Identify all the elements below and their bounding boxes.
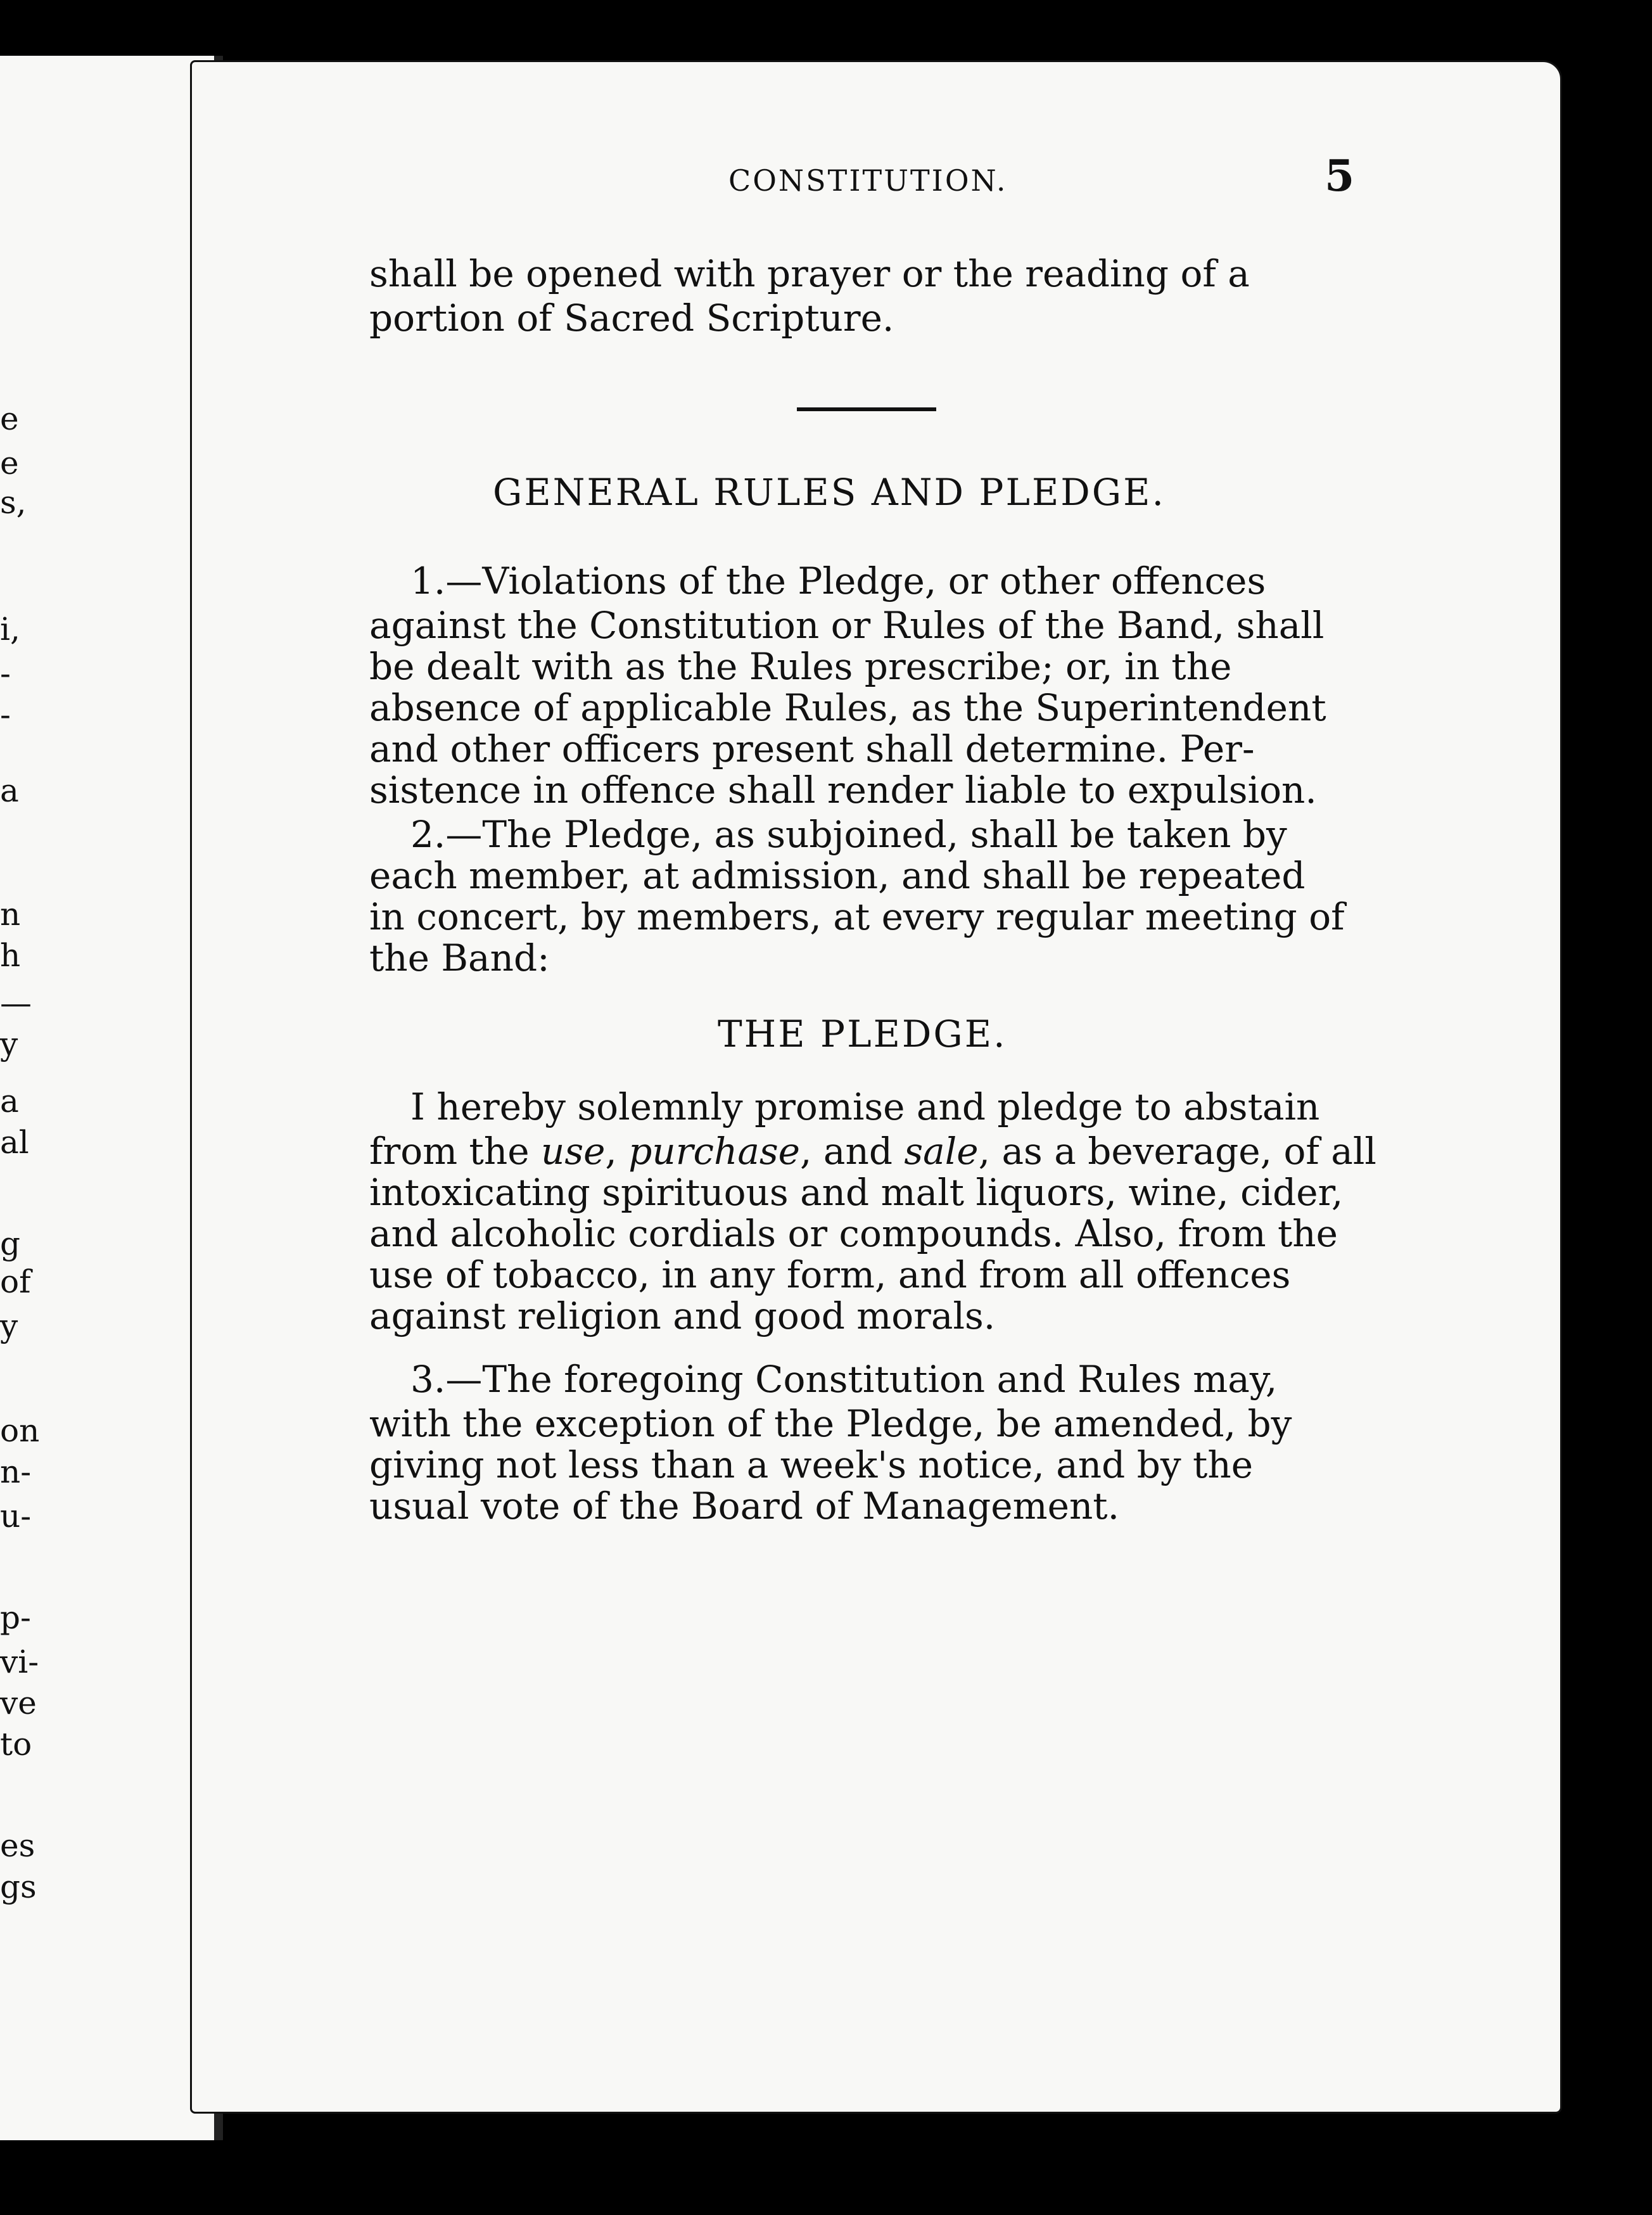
pledge-line: against religion and good morals. bbox=[369, 1294, 996, 1337]
left-fragment: to bbox=[0, 1726, 32, 1763]
rule-2-line: 2.—The Pledge, as subjoined, shall be taken by bbox=[410, 813, 1287, 856]
intro-line: shall be opened with prayer or the reading of a bbox=[369, 252, 1250, 295]
rule-1-line: and other officers present shall determine. Per- bbox=[369, 727, 1255, 770]
left-fragment: u- bbox=[0, 1498, 32, 1535]
book-page bbox=[190, 60, 1562, 2114]
left-fragment: es bbox=[0, 1827, 35, 1864]
left-fragment: vi- bbox=[0, 1644, 39, 1680]
rule-3-line: with the exception of the Pledge, be amended, by bbox=[369, 1402, 1292, 1445]
left-fragment: e bbox=[0, 445, 19, 482]
left-fragment: al bbox=[0, 1124, 29, 1161]
left-fragment: i, bbox=[0, 611, 20, 648]
pledge-italic-use: use bbox=[540, 1130, 606, 1173]
rule-2-line: the Band: bbox=[369, 936, 550, 980]
left-fragment: y bbox=[0, 1308, 18, 1344]
rule-2-line: in concert, by members, at every regular meeting of bbox=[369, 895, 1345, 938]
pledge-text: , bbox=[605, 1130, 629, 1173]
left-fragment: of bbox=[0, 1263, 31, 1300]
left-fragment: s, bbox=[0, 484, 27, 521]
rule-3-line: 3.—The foregoing Constitution and Rules may, bbox=[410, 1358, 1278, 1401]
page-number: 5 bbox=[1325, 151, 1355, 201]
left-fragment: p- bbox=[0, 1599, 31, 1636]
rule-2-line: each member, at admission, and shall be repeated bbox=[369, 854, 1306, 897]
rule-1-line: 1.—Violations of the Pledge, or other offences bbox=[410, 559, 1266, 603]
left-fragment: on bbox=[0, 1412, 40, 1449]
rule-1-line: absence of applicable Rules, as the Superintendent bbox=[369, 686, 1326, 729]
left-fragment: a bbox=[0, 1083, 19, 1120]
left-fragment: — bbox=[0, 985, 32, 1021]
intro-line: portion of Sacred Scripture. bbox=[369, 297, 894, 340]
pledge-line bbox=[369, 1130, 1376, 1173]
left-fragment: gs bbox=[0, 1868, 37, 1905]
rule-1-line: against the Constitution or Rules of the Band, shall bbox=[369, 604, 1325, 647]
pledge-line: and alcoholic cordials or compounds. Also, from the bbox=[369, 1212, 1338, 1255]
rule-3-line: giving not less than a week's notice, and by the bbox=[369, 1443, 1254, 1486]
section-heading: GENERAL RULES AND PLEDGE. bbox=[493, 471, 1166, 514]
pledge-text: , and bbox=[800, 1130, 905, 1173]
rule-1-line: sistence in offence shall render liable to expulsion. bbox=[369, 769, 1317, 812]
left-fragment: n- bbox=[0, 1453, 32, 1490]
running-title: CONSTITUTION. bbox=[728, 163, 1008, 198]
section-divider bbox=[797, 407, 936, 411]
left-fragment: g bbox=[0, 1225, 21, 1262]
left-page-edge bbox=[0, 56, 214, 2140]
pledge-italic-sale: sale bbox=[904, 1130, 979, 1173]
left-fragment: - bbox=[0, 696, 11, 733]
pledge-heading: THE PLEDGE. bbox=[718, 1012, 1007, 1056]
left-fragment: - bbox=[0, 655, 11, 692]
left-fragment: h bbox=[0, 937, 21, 974]
pledge-line: use of tobacco, in any form, and from all offences bbox=[369, 1253, 1291, 1296]
left-fragment: n bbox=[0, 896, 21, 933]
left-fragment: a bbox=[0, 772, 19, 809]
left-fragment: ve bbox=[0, 1685, 37, 1721]
left-fragment: e bbox=[0, 400, 19, 437]
pledge-line: I hereby solemnly promise and pledge to abstain bbox=[410, 1085, 1320, 1128]
pledge-text: , as a beverage, of all bbox=[978, 1130, 1376, 1173]
rule-3-line: usual vote of the Board of Management. bbox=[369, 1484, 1120, 1528]
rule-1-line: be dealt with as the Rules prescribe; or, in the bbox=[369, 645, 1232, 688]
pledge-italic-purchase: purchase bbox=[628, 1130, 801, 1173]
pledge-text: from the bbox=[369, 1130, 541, 1173]
pledge-line: intoxicating spirituous and malt liquors, wine, cider, bbox=[369, 1171, 1344, 1214]
left-fragment: y bbox=[0, 1026, 18, 1063]
